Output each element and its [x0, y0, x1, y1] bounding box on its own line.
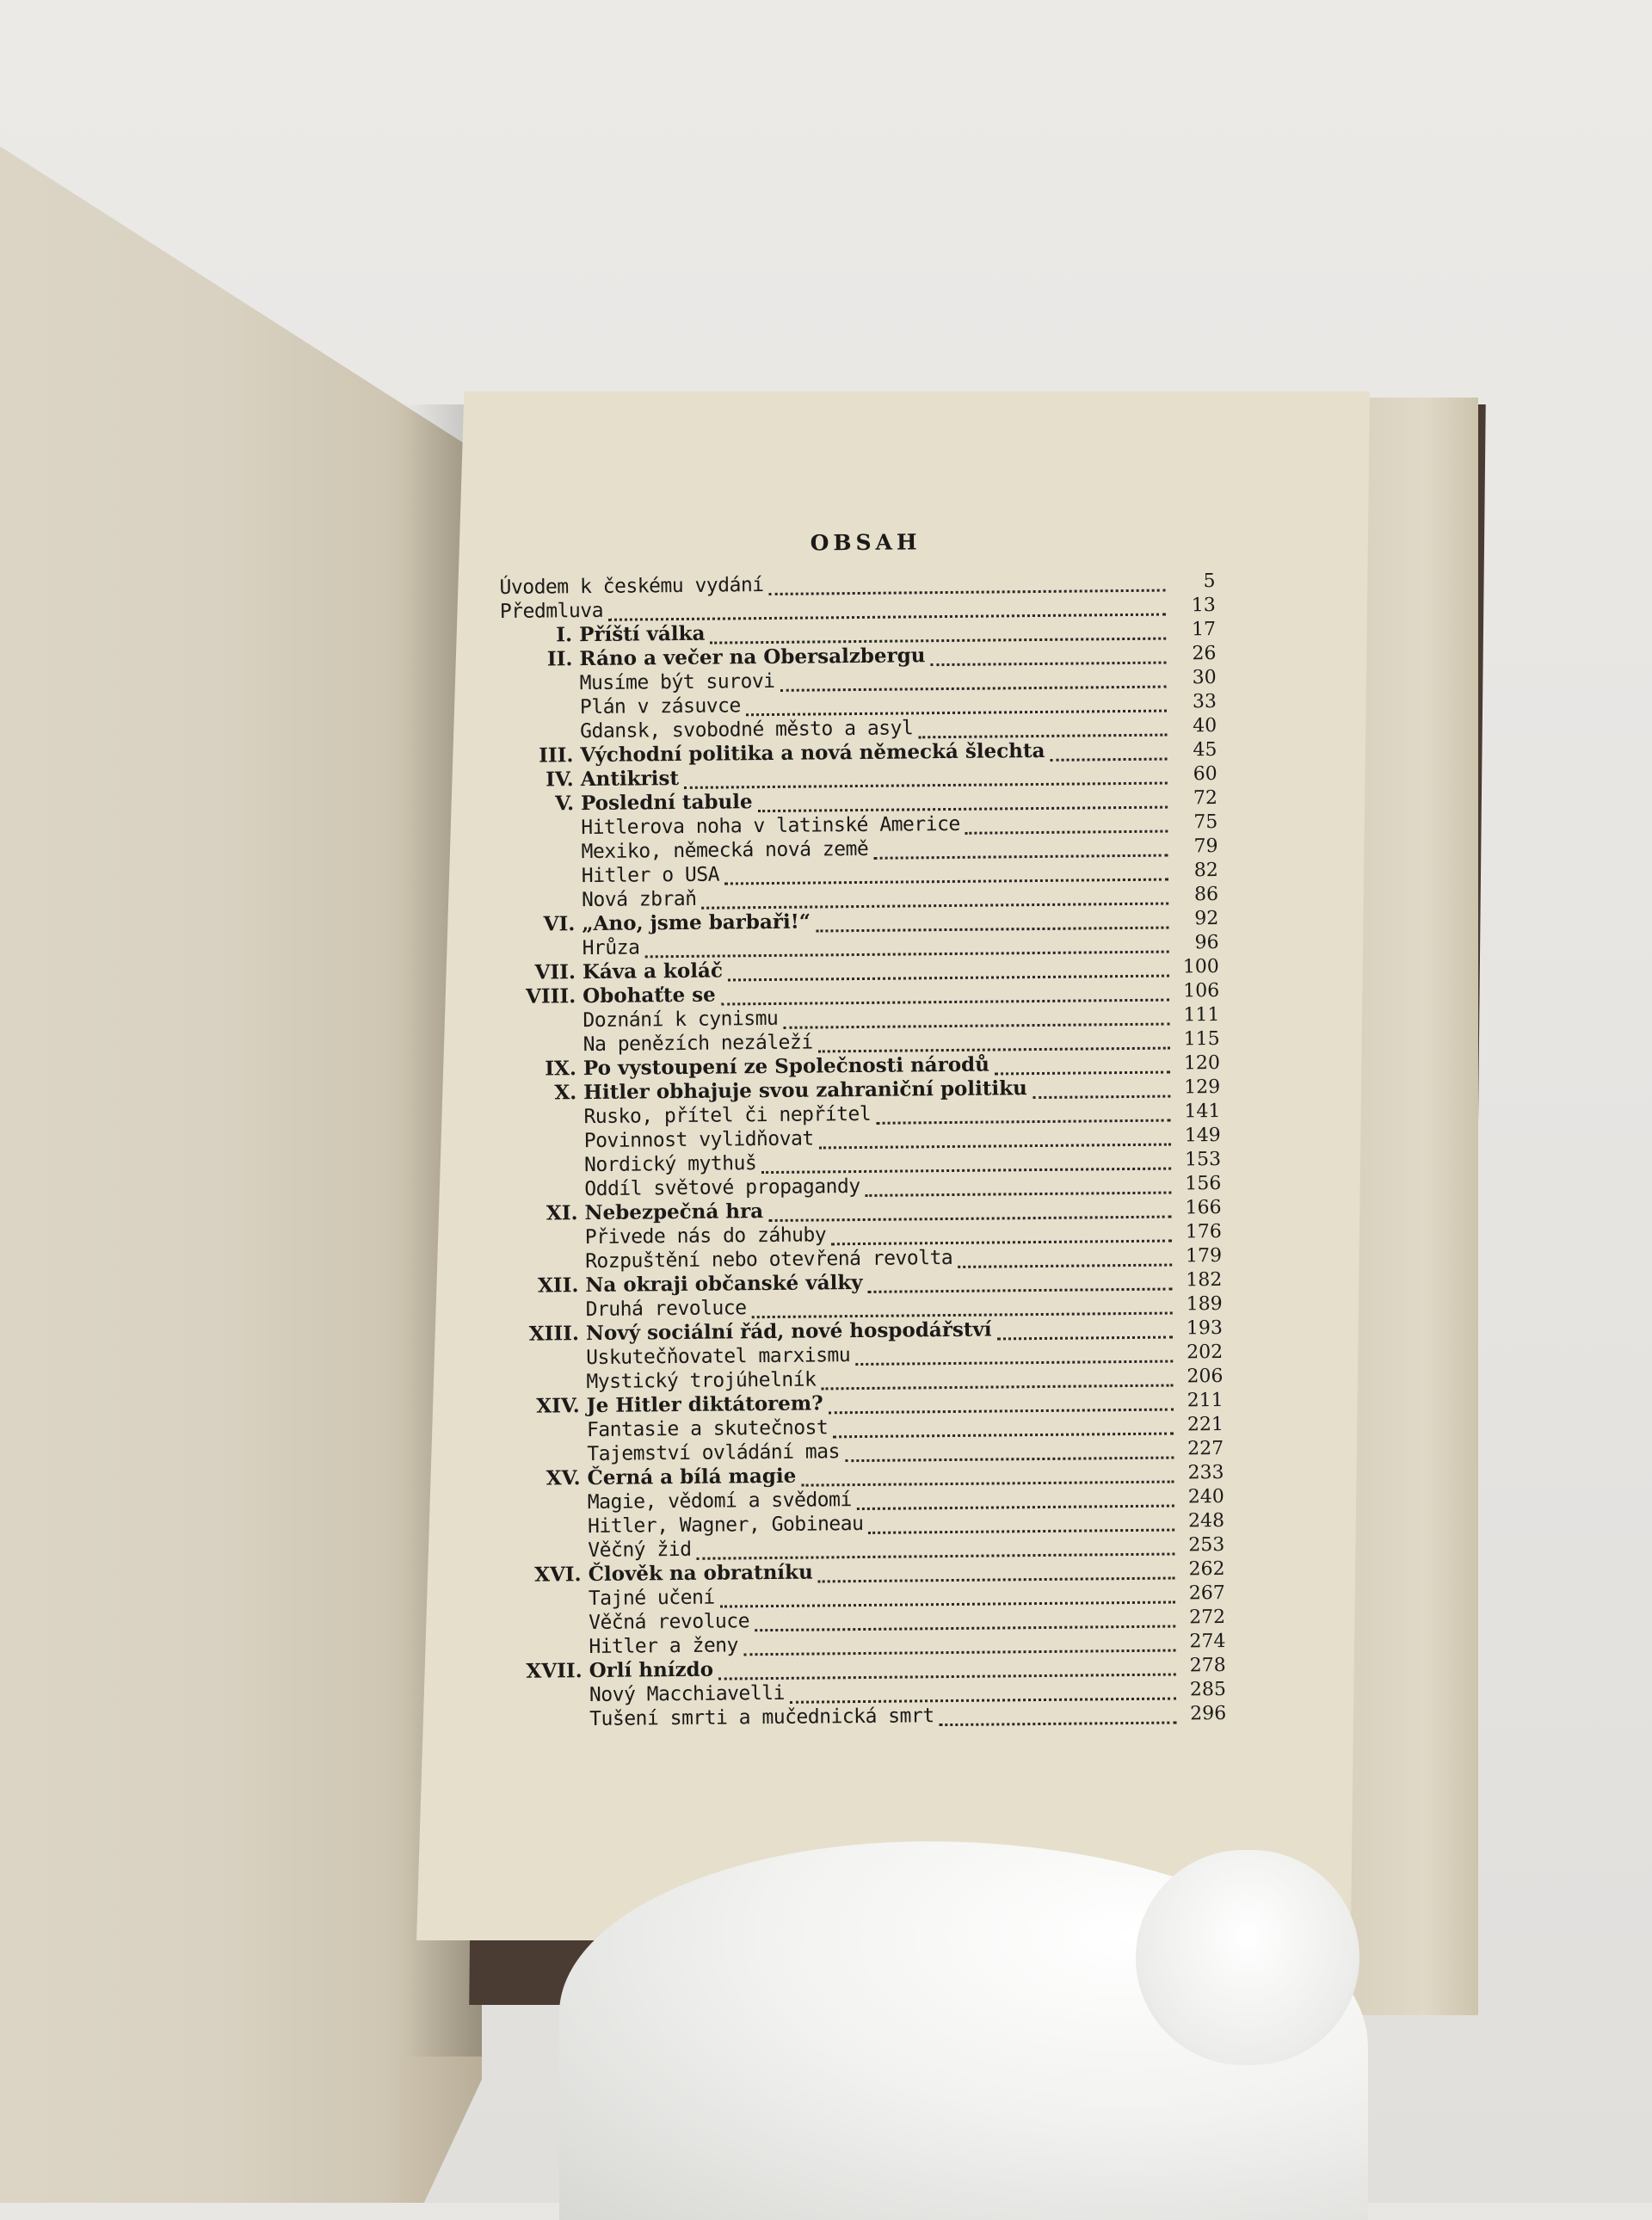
- chapter-number: [507, 1316, 586, 1317]
- page-number: 193: [1186, 1317, 1224, 1340]
- entry-title: Po vystoupení ze Společnosti národů: [583, 1052, 990, 1081]
- dot-leader: [940, 1707, 1177, 1726]
- dot-leader: [816, 912, 1168, 932]
- page-number: 278: [1189, 1654, 1226, 1677]
- chapter-number: VIII.: [525, 984, 576, 1008]
- entry-title: Hitler obhajuje svou zahraniční politiku: [583, 1076, 1027, 1105]
- entry-title: Úvodem k českému vydání: [499, 574, 764, 599]
- dot-leader: [1032, 1081, 1171, 1099]
- entry-title: Fantasie a skutečnost: [586, 1416, 829, 1442]
- chapter-number: IX.: [545, 1057, 577, 1081]
- chapter-number: XI.: [546, 1201, 578, 1225]
- dot-leader: [790, 1683, 1176, 1703]
- chapter-number: [507, 1364, 586, 1365]
- entry-title: Oddíl světové propagandy: [584, 1175, 860, 1201]
- dot-leader: [761, 1153, 1171, 1174]
- entry-title: Orlí hnízdo: [589, 1657, 714, 1683]
- dot-leader: [751, 1298, 1172, 1318]
- page-number: 211: [1187, 1389, 1224, 1412]
- page-number: 189: [1186, 1292, 1223, 1316]
- chapter-number: [505, 1123, 584, 1124]
- dot-leader: [768, 1201, 1172, 1221]
- page-number: 5: [1203, 570, 1216, 593]
- entry-title: Východní politika a nová německá šlechta: [580, 738, 1045, 768]
- chapter-number: [510, 1701, 589, 1702]
- chapter-number: XVI.: [534, 1563, 582, 1587]
- chapter-number: [502, 834, 581, 835]
- page-number: 248: [1187, 1509, 1225, 1532]
- dot-leader: [746, 695, 1167, 716]
- page-number: 182: [1186, 1268, 1223, 1292]
- page-number: 17: [1191, 619, 1217, 641]
- chapter-number: [505, 1147, 584, 1148]
- page-number: 233: [1187, 1461, 1224, 1484]
- dot-leader: [801, 1466, 1174, 1486]
- entry-title: Gdansk, svobodné město a asyl: [580, 717, 914, 743]
- entry-title: Poslední tabule: [580, 790, 753, 816]
- chapter-number: VI.: [543, 912, 576, 936]
- dot-leader: [857, 1490, 1174, 1510]
- entry-title: Věčný žid: [588, 1538, 692, 1563]
- page-number: 92: [1194, 907, 1219, 930]
- chapter-number: [506, 1243, 585, 1244]
- entry-title: Tajné učení: [588, 1586, 715, 1611]
- entry-title: Nový sociální řád, nové hospodářství: [585, 1317, 992, 1346]
- dot-leader: [818, 1033, 1170, 1052]
- dot-leader: [868, 1514, 1174, 1533]
- page-number: 274: [1189, 1630, 1226, 1653]
- page-number: 45: [1193, 739, 1217, 762]
- entry-title: Nordický mythuš: [583, 1152, 757, 1177]
- dot-leader: [965, 816, 1168, 834]
- dot-leader: [696, 1539, 1174, 1559]
- table-of-contents: [499, 527, 1226, 1732]
- entry-title: Druhá revoluce: [585, 1297, 747, 1322]
- dot-leader: [728, 960, 1169, 981]
- entry-title: Tušení smrti a mučednická smrt: [589, 1705, 934, 1731]
- chapter-number: III.: [539, 743, 574, 768]
- chapter-number: XVII.: [526, 1659, 583, 1683]
- page-number: 79: [1193, 835, 1218, 858]
- dot-leader: [755, 1611, 1175, 1631]
- page-number: 75: [1193, 811, 1218, 834]
- chapter-number: [509, 1605, 589, 1606]
- chapter-number: [505, 1195, 584, 1196]
- dot-leader: [818, 1563, 1175, 1582]
- page-number: 227: [1187, 1437, 1224, 1460]
- page-number: 253: [1188, 1533, 1225, 1557]
- chapter-number: IV.: [546, 768, 574, 792]
- page-number: 129: [1184, 1076, 1221, 1099]
- chapter-number: V.: [555, 792, 575, 816]
- entry-title: Rozpuštění nebo otevřená revolta: [585, 1246, 953, 1273]
- page-number: 156: [1185, 1172, 1222, 1195]
- page-number: 13: [1191, 595, 1216, 617]
- page-number: 285: [1189, 1678, 1227, 1701]
- page-number: 111: [1183, 1003, 1220, 1027]
- dot-leader: [783, 1008, 1169, 1028]
- entry-title: Nebezpečná hra: [584, 1199, 764, 1225]
- dot-leader: [930, 647, 1166, 666]
- dot-leader: [918, 719, 1167, 738]
- page-number: 153: [1184, 1148, 1222, 1171]
- dot-leader: [819, 1129, 1171, 1149]
- entry-title: Musíme být surovi: [579, 669, 775, 695]
- chapter-number: XIII.: [528, 1322, 580, 1346]
- entry-title: Ráno a večer na Obersalzbergu: [579, 644, 926, 671]
- page-number: 149: [1184, 1124, 1221, 1147]
- entry-title: Rusko, přítel či nepřítel: [583, 1102, 872, 1129]
- dot-leader: [758, 792, 1168, 812]
- dot-leader: [996, 1322, 1173, 1340]
- chapter-number: XV.: [546, 1466, 581, 1490]
- dot-leader: [702, 888, 1169, 909]
- page-number: 106: [1183, 979, 1220, 1002]
- page-number: 221: [1187, 1413, 1224, 1436]
- chapter-number: [505, 1171, 584, 1172]
- dot-leader: [721, 984, 1170, 1005]
- chapter-number: [501, 737, 580, 738]
- chapter-number: [502, 858, 582, 859]
- page-number: 176: [1185, 1220, 1222, 1243]
- chapter-number: [509, 1629, 589, 1630]
- dot-leader: [867, 1273, 1172, 1292]
- entry-title: Káva a koláč: [582, 959, 724, 984]
- entry-title: Obohaťte se: [583, 983, 716, 1008]
- dot-leader: [684, 768, 1168, 788]
- page-number: 240: [1187, 1485, 1224, 1508]
- dot-leader: [866, 1177, 1172, 1196]
- dot-leader: [876, 1105, 1170, 1124]
- dot-leader: [780, 671, 1166, 691]
- chapter-number: [503, 954, 583, 955]
- page-number: 272: [1189, 1606, 1226, 1629]
- page-number: 115: [1183, 1027, 1220, 1051]
- dot-leader: [724, 864, 1168, 885]
- chapter-number: [508, 1436, 587, 1437]
- entry-title: Je Hitler diktátorem?: [586, 1391, 823, 1418]
- page-number: 72: [1193, 786, 1218, 810]
- chapter-number: [501, 713, 580, 714]
- chapter-number: [509, 1532, 588, 1533]
- page-number: 267: [1188, 1582, 1225, 1605]
- entry-title: Povinnost vylidňovat: [583, 1127, 814, 1153]
- page-number: 96: [1194, 931, 1219, 954]
- page-number: 206: [1187, 1365, 1224, 1388]
- dot-leader: [855, 1346, 1173, 1366]
- entry-title: Magie, vědomí a svědomí: [587, 1489, 852, 1514]
- entry-title: Mexiko, německá nová země: [581, 837, 869, 864]
- dot-leader: [845, 1442, 1174, 1462]
- dot-leader: [720, 1587, 1175, 1607]
- entry-title: Hitlerova noha v latinské Americe: [581, 812, 960, 840]
- entry-title: Člověk na obratníku: [588, 1560, 813, 1587]
- toc-title: OBSAH: [810, 529, 922, 556]
- entry-title: Nový Macchiavelli: [589, 1681, 785, 1707]
- entry-title: Předmluva: [499, 599, 604, 623]
- page-number: 30: [1192, 667, 1217, 689]
- dot-leader: [718, 1659, 1176, 1680]
- dot-leader: [831, 1225, 1172, 1245]
- page-number: 179: [1185, 1244, 1223, 1267]
- chapter-number: [510, 1725, 589, 1726]
- chapter-number: II.: [546, 647, 573, 671]
- page-number: 202: [1187, 1341, 1224, 1364]
- entry-title: Hitler o USA: [581, 863, 720, 888]
- chapter-number: [509, 1508, 588, 1509]
- toc-entries: [499, 569, 1226, 1732]
- page-number: 26: [1192, 643, 1217, 665]
- page-number: 100: [1182, 955, 1219, 978]
- entry-title: Antikrist: [580, 767, 680, 792]
- chapter-number: [509, 1653, 589, 1654]
- entry-title: Hitler, Wagner, Gobineau: [587, 1512, 864, 1539]
- dot-leader: [821, 1370, 1173, 1390]
- entry-title: Tajemství ovládání mas: [587, 1440, 841, 1466]
- page-number: 166: [1185, 1196, 1222, 1219]
- page-number: 120: [1183, 1051, 1221, 1075]
- dot-leader: [1050, 743, 1167, 761]
- dot-leader: [995, 1057, 1170, 1075]
- dot-leader: [829, 1394, 1174, 1414]
- chapter-number: I.: [556, 623, 573, 647]
- page-number: 296: [1190, 1702, 1227, 1725]
- page-number: 60: [1193, 763, 1217, 786]
- chapter-number: X.: [554, 1081, 577, 1105]
- entry-title: Na penězích nezáleží: [583, 1031, 813, 1057]
- entry-title: Přivede nás do záhuby: [584, 1224, 827, 1249]
- dot-leader: [644, 936, 1168, 958]
- chapter-number: [508, 1460, 587, 1461]
- dot-leader: [710, 623, 1166, 644]
- entry-title: Příští válka: [579, 621, 706, 647]
- entry-title: Doznání k cynismu: [583, 1007, 779, 1033]
- dot-leader: [958, 1249, 1172, 1267]
- glove-thumb: [1136, 1850, 1359, 2065]
- dot-leader: [743, 1635, 1176, 1656]
- dot-leader: [769, 575, 1166, 595]
- chapter-number: [501, 689, 580, 690]
- page-number: 262: [1188, 1557, 1225, 1581]
- entry-title: Na okraji občanské války: [585, 1270, 863, 1298]
- chapter-number: [508, 1388, 587, 1389]
- dot-leader: [873, 840, 1168, 859]
- page-number: 40: [1193, 715, 1217, 737]
- page-number: 33: [1192, 691, 1217, 713]
- entry-title: Nová zbraň: [581, 887, 697, 912]
- entry-title: „Ano, jsme barbaři!“: [582, 910, 811, 936]
- entry-title: Věčná revoluce: [589, 1610, 750, 1635]
- page-number: 141: [1184, 1100, 1221, 1123]
- entry-title: Hrůza: [582, 936, 640, 960]
- entry-title: Hitler a ženy: [589, 1634, 739, 1659]
- chapter-number: VII.: [534, 960, 576, 984]
- chapter-number: [506, 1267, 585, 1268]
- chapter-number: XIV.: [536, 1394, 580, 1418]
- chapter-number: [502, 882, 582, 883]
- entry-title: Uskutečňovatel marxismu: [586, 1344, 851, 1370]
- entry-title: Mystický trojúhelník: [586, 1368, 817, 1394]
- entry-title: Černá a bílá magie: [587, 1464, 797, 1490]
- dot-leader: [833, 1418, 1174, 1438]
- page-number: 82: [1193, 859, 1218, 882]
- page-number: 86: [1193, 883, 1219, 906]
- entry-title: Plán v zásuvce: [579, 694, 741, 719]
- chapter-number: [502, 906, 582, 907]
- chapter-number: XII.: [537, 1273, 579, 1298]
